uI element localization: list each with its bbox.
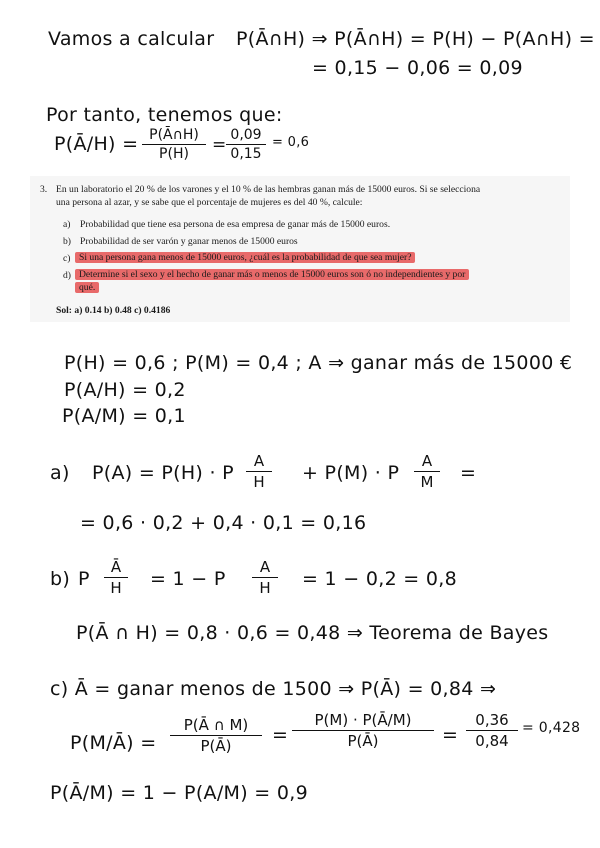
fraction-numerator: 0,09 [230,127,262,143]
part-b-left: P [78,568,90,590]
fraction-denominator: P(Ā) [347,732,379,750]
item-a-text: Probabilidad que tiene esa persona de esa empresa de ganar más de 15000 euros. [80,219,391,230]
item-a-label: a) [63,219,71,230]
given-probabilities: P(H) = 0,6 ; P(M) = 0,4 ; A ⇒ ganar más de 15000 € [64,352,573,374]
note-result-line: = 0,15 − 0,06 = 0,09 [312,57,523,79]
fraction-denominator: 0,15 [230,146,262,162]
given-a-given-m: P(A/M) = 0,1 [62,405,186,427]
item-b-text: Probabilidad de ser varón y ganar menos de 15000 euros [80,236,298,247]
part-c-fraction-3 [466,711,518,750]
given-a-given-h: P(A/H) = 0,2 [64,379,186,401]
item-c-label: c) [63,253,71,264]
fraction-numerator: A [421,452,433,470]
item-c-text-highlighted: Si una persona gana menos de 15000 euros, ¿cuál es la probabilidad de que sea mujer? [75,252,415,263]
part-c-definition: c) Ā = ganar menos de 1500 ⇒ P(Ā) = 0,84 ⇒ [50,678,497,700]
note-por-tanto: Por tanto, tenemos que: [46,104,283,126]
note-intro-expression: P(Ā∩H) ⇒ P(Ā∩H) = P(H) − P(A∩H) = [236,28,595,50]
part-c-result: = 0,428 [522,720,581,736]
solution-line: Sol: a) 0.14 b) 0.48 c) 0.4186 [56,305,171,316]
note-conditional-fraction [142,127,206,162]
problem-number: 3. [40,184,48,195]
fraction-numerator: 0,36 [475,711,509,729]
fraction-numerator: A [259,558,271,576]
equals-sign: = [212,135,227,155]
fraction-numerator: P(Ā∩H) [149,127,199,143]
fraction-denominator: M [420,473,434,491]
fraction-denominator: P(Ā) [200,737,232,755]
item-b-label: b) [63,236,71,247]
part-b-fraction-2 [252,558,278,597]
part-a-label: a) [50,462,70,484]
problem-statement-line2: una persona al azar, y se sabe que el porcentaje de mujeres es del 40 %, calcule: [56,197,363,208]
part-b-label: b) [50,568,71,590]
part-c-fraction-2 [292,711,434,750]
note-conditional-result: = 0,6 [272,135,310,150]
part-b-right: = 1 − 0,2 = 0,8 [302,568,457,590]
note-conditional-left: P(Ā/H) = [54,133,139,155]
note-intro: Vamos a calcular [48,28,215,50]
equals-sign: = [442,724,459,746]
part-a-fraction-1 [246,452,272,491]
part-a-fraction-2 [414,452,440,491]
item-d-text-highlighted-cont: qué. [75,282,99,293]
item-d-label: d) [63,270,71,281]
part-a-expression: P(A) = P(H) · P [92,462,234,484]
problem-statement-line1: En un laboratorio el 20 % de los varones y el 10 % de las hembras ganan más de 15000 euros. Si se selecciona [56,184,481,195]
note-conditional-fraction-values [226,127,266,162]
fraction-denominator: H [259,579,271,597]
fraction-numerator: Ā [110,558,122,576]
fraction-denominator: P(H) [159,146,189,162]
problem-panel [30,176,570,322]
fraction-numerator: P(M) · P(Ā/M) [314,711,412,729]
part-c-fraction-1 [170,716,262,755]
item-d-text-highlighted: Determine si el sexo y el hecho de ganar más o menos de 15000 euros son ó no independientes y por [75,269,469,280]
fraction-denominator: H [110,579,122,597]
part-c-left: P(M/Ā) = [70,732,157,754]
part-b-bayes-line: P(Ā ∩ H) = 0,8 · 0,6 = 0,48 ⇒ Teorema de Bayes [76,622,549,644]
part-b-fraction-1 [104,558,128,597]
part-a-plus-term: + P(M) · P [302,462,400,484]
fraction-denominator: 0,84 [475,732,509,750]
equals-sign: = [272,724,289,746]
part-b-middle: = 1 − P [150,568,226,590]
complement-line: P(Ā/M) = 1 − P(A/M) = 0,9 [50,782,308,804]
equals-sign: = [460,462,477,484]
fraction-numerator: P(Ā ∩ M) [183,716,249,734]
fraction-numerator: A [253,452,265,470]
part-a-result: = 0,6 · 0,2 + 0,4 · 0,1 = 0,16 [80,512,367,534]
fraction-denominator: H [253,473,265,491]
